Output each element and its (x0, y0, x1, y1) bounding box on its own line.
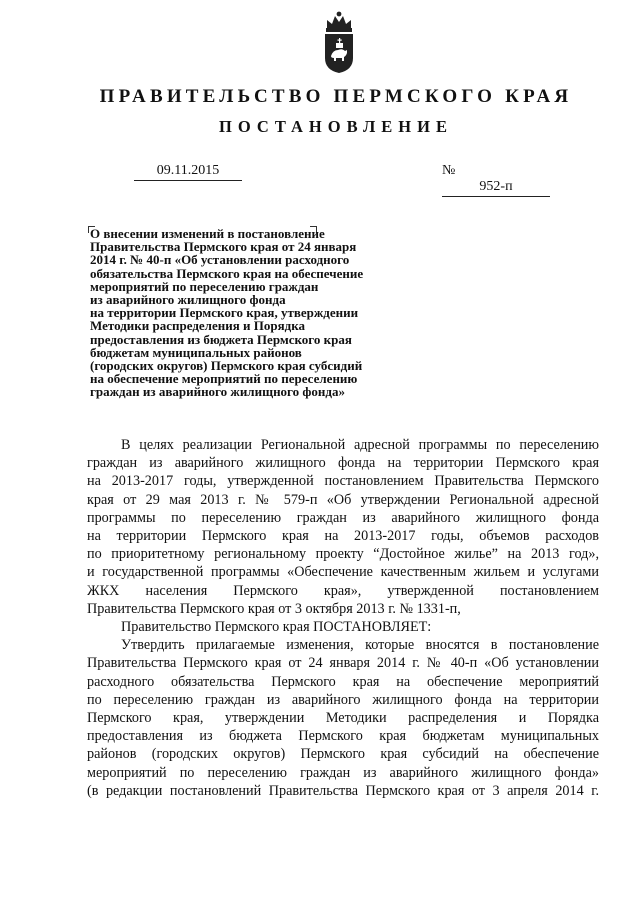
subject-line: 2014 г. № 40-п «Об установлении расходного (90, 252, 350, 268)
subject-line: бюджетам муниципальных районов (90, 344, 302, 360)
decree-subject (90, 227, 420, 399)
body-line: предоставления из бюджета Пермского края бюджетам муниципальных (87, 728, 599, 745)
decree-number-field (442, 163, 562, 197)
body-line: по приоритетному региональному проекту “Достойное жилье” на 2013 год», (87, 546, 599, 563)
body-line: Правительство Пермского края ПОСТАНОВЛЯЕТ: (121, 619, 432, 636)
subject-line: (городских округов) Пермского края субсидий (90, 358, 363, 374)
body-line: Правительства Пермского края от 24 января 2014 г. № 40-п «Об установлении (87, 655, 599, 672)
decree-body (87, 436, 599, 800)
body-line: районов (городских округов) Пермского края субсидий на обеспечение (87, 746, 599, 763)
government-title: ПРАВИТЕЛЬСТВО ПЕРМСКОГО КРАЯ (99, 86, 573, 107)
body-line: В целях реализации Региональной адресной программы по переселению (121, 437, 599, 453)
perm-krai-coat-of-arms-icon (321, 10, 357, 74)
subject-line: предоставления из бюджета Пермского края (90, 331, 352, 347)
subject-line: О внесении изменений в постановление (90, 226, 325, 241)
body-line: расходного обязательства Пермского края на обеспечение мероприятий (87, 673, 599, 690)
document-type-title: ПОСТАНОВЛЕНИЕ (219, 117, 453, 136)
body-line: и государственной программы «Обеспечение качественным жильем и услугами (87, 564, 599, 581)
body-line: программы по переселению граждан из аварийного жилищного фонда (87, 509, 599, 526)
subject-line: Методики распределения и Порядка (90, 318, 305, 334)
subject-line: Правительства Пермского края от 24 января (90, 239, 357, 255)
body-line: (в редакции постановлений Правительства Пермского края от 3 апреля 2014 г. (87, 782, 599, 799)
body-line: мероприятий по переселению граждан из аварийного жилищного фонда» (87, 764, 599, 781)
subject-line: обязательства Пермского края на обеспечение (90, 265, 364, 281)
subject-line: мероприятий по переселению граждан (90, 278, 319, 294)
decree-number: 952-п (442, 179, 550, 197)
body-line: Пермского края, утверждении Методики распределения и Порядка (87, 710, 599, 727)
subject-line: на обеспечение мероприятий по переселению (90, 371, 358, 387)
subject-line: из аварийного жилищного фонда (90, 292, 286, 308)
number-sign: № (442, 163, 456, 178)
body-line: по переселению граждан из аварийного жилищного фонда на территории (87, 691, 599, 708)
body-line: на территории Пермского края на 2013-2017 годы, объемов расходов (87, 528, 599, 545)
subject-line: на территории Пермского края, утверждении (90, 305, 359, 321)
subject-line: граждан из аварийного жилищного фонда» (90, 384, 345, 400)
body-line: края от 29 мая 2013 г. № 579-п «Об утверждении Региональной адресной (87, 491, 599, 508)
body-line: Утвердить прилагаемые изменения, которые вносятся в постановление (121, 637, 599, 654)
body-line: Правительства Пермского края от 3 октября 2013 г. № 1331-п, (87, 600, 461, 617)
body-line: граждан из аварийного жилищного фонда на территории Пермского края (87, 455, 599, 472)
decree-date: 09.11.2015 (134, 163, 242, 181)
body-line: на 2013-2017 годы, утвержденной постановлением Правительства Пермского (87, 473, 599, 490)
body-line: ЖКХ населения Пермского края», утвержденной постановлением (87, 582, 599, 599)
